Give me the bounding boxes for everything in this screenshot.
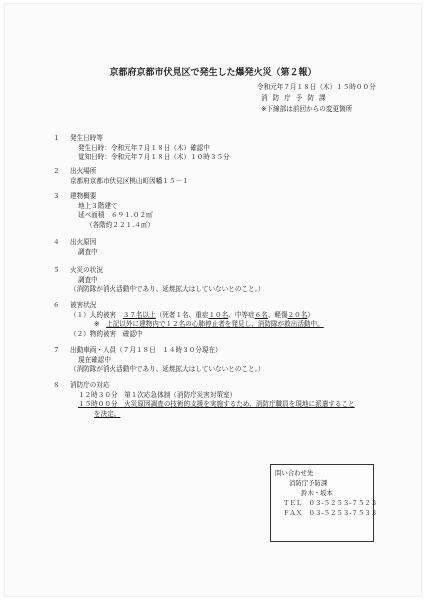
section-heading: 建物概要 <box>70 192 97 200</box>
section-line: 京都府京都市伏見区桃山町因幡１５－１ <box>70 176 189 185</box>
casualty-total: ３７名以上 <box>122 310 156 319</box>
contact-fax: ＦＡＸ ０３-５２５３-７５３３ <box>283 509 378 517</box>
section-line: 覚知日時：令和元年７月１８日（木）１０時３５分 <box>78 153 230 162</box>
section-number: １ <box>53 134 60 142</box>
response-line <box>70 400 355 410</box>
section-line: 延べ面積 ６９１.０２㎡ <box>78 211 153 220</box>
section-number: ７ <box>53 346 60 354</box>
section-line: １２時３０分 第１次応急体制（消防庁災害対策室） <box>78 390 237 399</box>
damage-text: ※ <box>94 320 107 329</box>
section-heading: 発生日時等 <box>70 134 103 142</box>
section-number: ３ <box>53 192 60 200</box>
damage-text: 、中等症 <box>228 310 255 319</box>
section-line: 調査中 <box>78 247 98 256</box>
section-line: 調査中 <box>78 275 98 284</box>
section-line: を決定。 <box>94 409 121 418</box>
section-heading: 出火原因 <box>70 238 97 246</box>
revision-note: ※下線部は前回からの変更箇所 <box>261 105 353 113</box>
contact-names: 鈴木・坂本 <box>301 489 333 497</box>
section-line: 発生日時：令和元年７月１８日（木）確認中 <box>78 143 210 152</box>
section-line: 現在確認中 <box>78 355 111 364</box>
section-heading: 火災の状況 <box>70 266 103 274</box>
document-title: 京都府京都市伏見区で発生した爆発火災（第２報） <box>109 68 317 78</box>
damage-text: 、軽傷 <box>267 310 288 319</box>
section-heading: 消防庁の対応 <box>70 381 110 389</box>
section-heading: 出火場所 <box>70 167 97 175</box>
section-number: ６ <box>53 301 60 309</box>
response-text: 火災原因調査の技術的支援を実施するため、消防庁職員を現地に派遣すること <box>117 400 355 409</box>
report-date: 令和元年７月１８日（木）１５時００分 <box>257 83 376 91</box>
moderate-count: ６名 <box>254 310 268 319</box>
section-number: ８ <box>53 381 60 389</box>
section-number: ５ <box>53 266 60 274</box>
contact-box <box>270 464 378 542</box>
section-line: 地上３階建て <box>78 201 118 210</box>
serious-count: １０名 <box>208 310 229 319</box>
section-heading: 出動車両・人員（７月１８日 １４時３０分現在） <box>70 346 222 354</box>
contact-title: 問い合わせ先 <box>275 469 314 477</box>
section-line: （消防隊が消火活動中であり、延焼拡大はしていないとのこと。） <box>70 285 265 294</box>
section-number: ４ <box>53 238 60 246</box>
damage-text: ） <box>307 310 314 319</box>
document-page <box>5 4 421 596</box>
minor-count: ２０名 <box>287 310 308 319</box>
damage-text: （死者１名、重症 <box>155 310 209 319</box>
issuing-department: 消防庁予防課 <box>261 94 331 102</box>
damage-note-line <box>70 320 324 330</box>
human-damage-line <box>70 311 324 321</box>
response-time: １５時００分 <box>78 400 118 409</box>
contact-tel: ＴＥＬ ０３-５２５３-７５２３ <box>283 499 378 507</box>
cardiac-arrest-note: 上記以外に建物内で１２名の心肺停止者を発見し、消防隊が救出活動中。 <box>106 320 324 329</box>
section-line: （消防隊が消火活動中であり、延焼拡大はしていないとのこと。） <box>70 365 265 374</box>
section-number: ２ <box>53 167 60 175</box>
section-line: （２）物的被害 確認中 <box>70 329 143 338</box>
section-heading: 被害状況 <box>70 301 97 309</box>
damage-text: （１）人的被害 <box>70 310 123 319</box>
section-line: （各階約２２１.４㎡） <box>86 220 155 229</box>
contact-org: 消防庁予防課 <box>289 479 328 487</box>
